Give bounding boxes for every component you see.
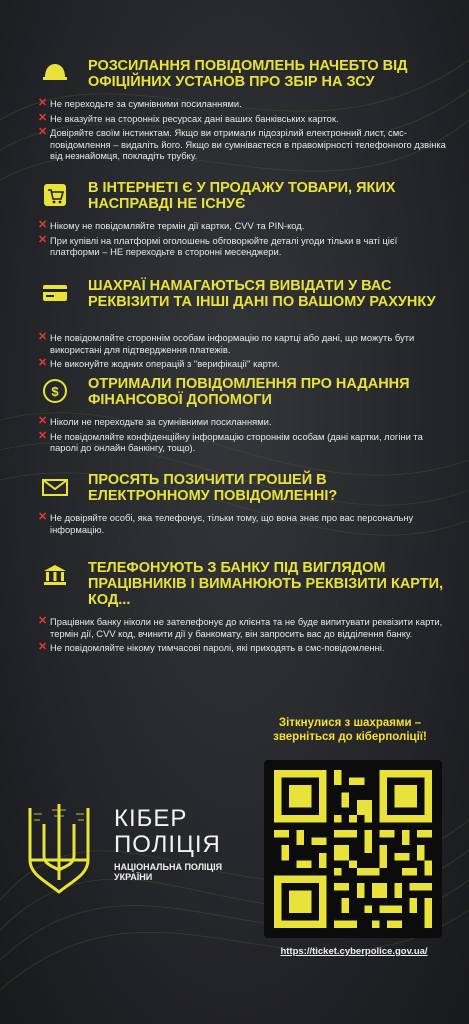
cross-icon: ✕ [38,111,48,124]
list-item: ✕ Не повідомляйте стороннім особам інформацію по картці або дані, що можуть бути використані для підтвердження платежів. [38,331,415,355]
list-item: ✕ Не вказуйте на сторонніх ресурсах дані ваших банківських карток. [38,111,339,124]
cross-icon: ✕ [38,415,48,427]
cta-line: зверніться до кіберполіції! [273,731,427,743]
cross-icon: ✕ [38,233,48,246]
cross-icon: ✕ [38,357,48,369]
report-link[interactable]: https://ticket.cyberpolice.gov.ua/ [280,946,428,957]
list-item: ✕ Працівник банку ніколи не зателефонує до клієнта та не буде випитувати реквізити карти, термін дії, CVV код, вчинити дії у банкомату, він запросить вас до відділення банку. [38,615,443,639]
section-title: ОТРИМАЛИ ПОВІДОМЛЕННЯ ПРО НАДАННЯ ФІНАНСОВОЇ ДОПОМОГИ [88,376,410,408]
envelope-icon [42,474,68,500]
section-fake-goods [18,180,454,261]
section-title: ТЕЛЕФОНУЮТЬ З БАНКУ ПІД ВИГЛЯДОМ ПРАЦІВНИКІВ І ВИМАНЮЮТЬ РЕКВІЗИТИ КАРТИ, КОД... [88,560,444,608]
section-bank-impostors [18,560,454,657]
call-to-action [250,716,450,744]
cross-icon: ✕ [38,219,48,231]
brand-name-line1: КІБЕР [114,805,188,832]
brand-subtitle-line1: НАЦІОНАЛЬНА ПОЛІЦІЯ [114,862,223,872]
advice-panel [18,42,454,732]
list-item: ✕ Не повідомляйте нікому тимчасові паролі, які приходять в смс-повідомленні. [38,641,385,653]
section-fundraising-fraud [18,58,454,165]
list-item: ✕ Не довіряйте особі, яка телефонує, тільки тому, що вона знає про вас персональну інформацію. [38,511,414,535]
list-item: ✕ Нікому не повідомляйте термін дії картки, CVV та PIN-код. [38,219,305,231]
cross-icon: ✕ [38,126,48,138]
cross-icon: ✕ [38,97,48,109]
credit-card-icon [42,280,68,306]
list-item: ✕ Ніколи не переходьте за сумнівними посиланнями. [38,415,272,427]
cross-icon: ✕ [38,511,48,523]
svg-text:$: $ [51,384,59,399]
list-item: ✕ Довіряйте своїм інстинктам. Якщо ви отримали підозрілий електронний лист, смс-повідомлення – видаліть його. Якщо ви сумніваєтеся в правомірності телефонного дзвінка від незнайомця, покладіть трубку. [38,126,446,161]
section-title: ПРОСЯТЬ ПОЗИЧИТИ ГРОШЕЙ В ЕЛЕКТРОННОМУ ПОВІДОМЛЕННІ? [88,472,338,504]
list-item: ✕ Не переходьте за сумнівними посиланнями. [38,97,242,109]
cross-icon: ✕ [38,331,48,343]
brand-subtitle-line2: УКРАЇНИ [114,872,153,882]
qr-code-image [274,770,432,928]
list-item: ✕ Не повідомляйте конфіденційну інформацію стороннім особам (дані картки, логіни та паролі до онлайн банкінгу, тощо). [38,429,423,453]
helmet-icon [42,60,68,86]
section-title: В ІНТЕРНЕТІ Є У ПРОДАЖУ ТОВАРИ, ЯКИХ НАСПРАВДІ НЕ ІСНУЄ [88,180,396,212]
shopping-cart-icon [42,182,68,208]
trident-logo [24,800,94,900]
cta-line: Зіткнулися з шахраями – [278,717,422,729]
section-title: ШАХРАЇ НАМАГАЮТЬСЯ ВИВІДАТИ У ВАС РЕКВІЗИТИ ТА ІНШІ ДАНІ ПО ВАШОМУ РАХУНКУ [88,278,436,310]
bank-icon [42,562,68,588]
qr-code[interactable] [264,760,442,938]
cross-icon: ✕ [38,615,48,627]
section-financial-aid [18,376,454,457]
section-borrow-money [18,472,454,538]
cross-icon: ✕ [38,429,48,442]
cross-icon: ✕ [38,641,48,653]
list-item: ✕ При купівлі на платформі оголошень обговорюйте деталі угоди тільки в чаті цієї платформи – НЕ переходьте в сторонні месенджери. [38,233,398,257]
section-card-details [18,278,454,373]
money-bag-icon [42,378,68,404]
list-item: ✕ Не виконуйте жодних операцій з "верифікації" карти. [38,357,280,369]
section-title: РОЗСИЛАННЯ ПОВІДОМЛЕНЬ НАЧЕБТО ВІД ОФІЦІЙНИХ УСТАНОВ ПРО ЗБІР НА ЗСУ [88,58,408,90]
brand-name-line2: ПОЛІЦІЯ [114,831,221,858]
